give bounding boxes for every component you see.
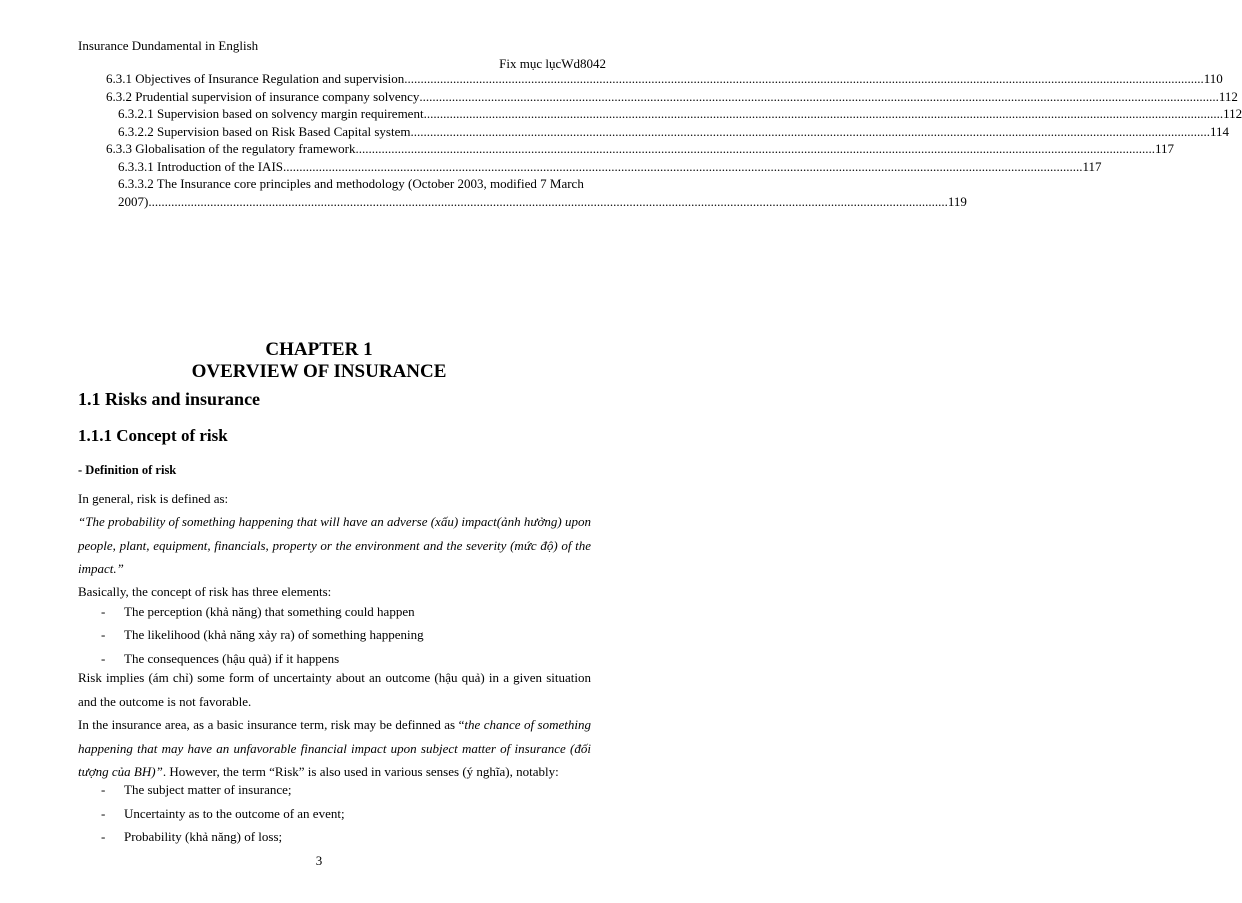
list-item-text: The subject matter of insurance; [124, 782, 292, 797]
chapter-number: CHAPTER 1 [265, 339, 373, 360]
toc-entry-title: 6.3.2.1 Supervision based on solvency margin requirement [118, 106, 424, 121]
toc-entry-title: 2007) [118, 193, 149, 209]
toc-entry-page: 112 [1223, 106, 1242, 121]
list-item [101, 651, 339, 667]
toc-leader-dots [410, 123, 1210, 141]
running-header-title: Insurance Dundamental in English [78, 38, 259, 53]
list-item [101, 782, 292, 798]
toc-entry-page: 112 [1218, 88, 1238, 104]
toc-entry-title: 6.3.2 Prudential supervision of insurance company solvency [106, 88, 420, 104]
paragraph-quote: the chance of something happening that may have an unfavorable financial impact upon subject matter of insurance (đối tượng của BH)” [78, 717, 591, 780]
toc-entry-page: 110 [1203, 71, 1223, 86]
section-heading: 1.1 Risks and insurance [78, 389, 261, 409]
list-item-text: Probability (khả năng) of loss; [124, 829, 283, 844]
definition-heading: - Definition of risk [78, 463, 177, 477]
toc-entry-page: 119 [947, 193, 967, 209]
toc-entry-title: 6.3.2.2 Supervision based on Risk Based Capital system [118, 123, 411, 139]
toc-entry[interactable] [78, 140, 1174, 158]
elements-intro: Basically, the concept of risk has three elements: [78, 584, 332, 599]
toc-entry[interactable] [78, 158, 1102, 176]
toc-entry-title: 6.3.3 Globalisation of the regulatory framework [106, 141, 356, 156]
bullet-dash: - [101, 829, 106, 844]
toc-leader-dots [148, 193, 948, 211]
bullet-dash: - [101, 806, 106, 821]
toc-entry-page: 117 [1082, 158, 1102, 174]
toc-leader-dots [283, 158, 1083, 176]
toc-entry-page: 117 [1154, 141, 1174, 156]
subsection-heading: 1.1.1 Concept of risk [78, 426, 228, 445]
toc-entry-title: 6.3.3.1 Introduction of the IAIS [118, 158, 284, 174]
quote-text: “The probability of something happening that will have an adverse (xấu) impact(ảnh hưởng) upon people, plant, equipment, financials, property or the environment and the severity (mức độ) of the impact.” [78, 514, 591, 577]
insurance-area-paragraph [78, 713, 591, 784]
paragraph-text: . However, the term “Risk” is also used in various senses (ý nghĩa), notably: [162, 764, 559, 780]
toc-entry-continuation[interactable] [78, 193, 967, 211]
list-item-text: The likelihood (khả năng xảy ra) of something happening [124, 627, 424, 642]
toc-entry[interactable] [78, 70, 1223, 88]
toc-entry[interactable] [78, 88, 1238, 106]
bullet-dash: - [101, 651, 106, 666]
bullet-dash: - [101, 604, 106, 619]
list-item [101, 806, 345, 822]
toc-leader-dots [419, 88, 1219, 106]
list-item [101, 627, 424, 643]
page-number: 3 [315, 853, 323, 868]
toc-entry[interactable] [78, 175, 584, 193]
toc-entry-title: 6.3.1 Objectives of Insurance Regulation and supervision [106, 71, 405, 86]
chapter-title: OVERVIEW OF INSURANCE [191, 361, 447, 382]
list-item [101, 829, 282, 845]
table-of-contents [78, 70, 1242, 210]
list-item [101, 604, 415, 620]
intro-paragraph: In general, risk is defined as: [78, 491, 229, 506]
toc-entry[interactable] [78, 105, 1242, 123]
paragraph-text: In the insurance area, as a basic insurance term, risk may be definned as “ [78, 717, 465, 732]
list-item-text: The consequences (hậu quả) if it happens [124, 651, 340, 666]
toc-entry-title: 6.3.3.2 The Insurance core principles and methodology (October 2003, modified 7 March [118, 176, 584, 191]
toc-entry-page: 114 [1209, 123, 1230, 139]
bullet-dash: - [101, 782, 106, 797]
risk-implies-paragraph: Risk implies (ám chỉ) some form of uncertainty about an outcome (hậu quả) in a given situation and the outcome is not favorable. [78, 670, 591, 709]
list-item-text: The perception (khả năng) that something could happen [124, 604, 415, 619]
definition-quote [78, 510, 591, 581]
list-item-text: Uncertainty as to the outcome of an event; [124, 806, 345, 821]
toc-entry[interactable] [78, 123, 1230, 141]
toc-leader-dots [355, 140, 1155, 158]
toc-leader-dots [424, 105, 1224, 123]
header-fix-label: Fix mục lụcWd8042 [499, 56, 606, 71]
toc-leader-dots [404, 70, 1204, 88]
bullet-dash: - [101, 627, 106, 642]
